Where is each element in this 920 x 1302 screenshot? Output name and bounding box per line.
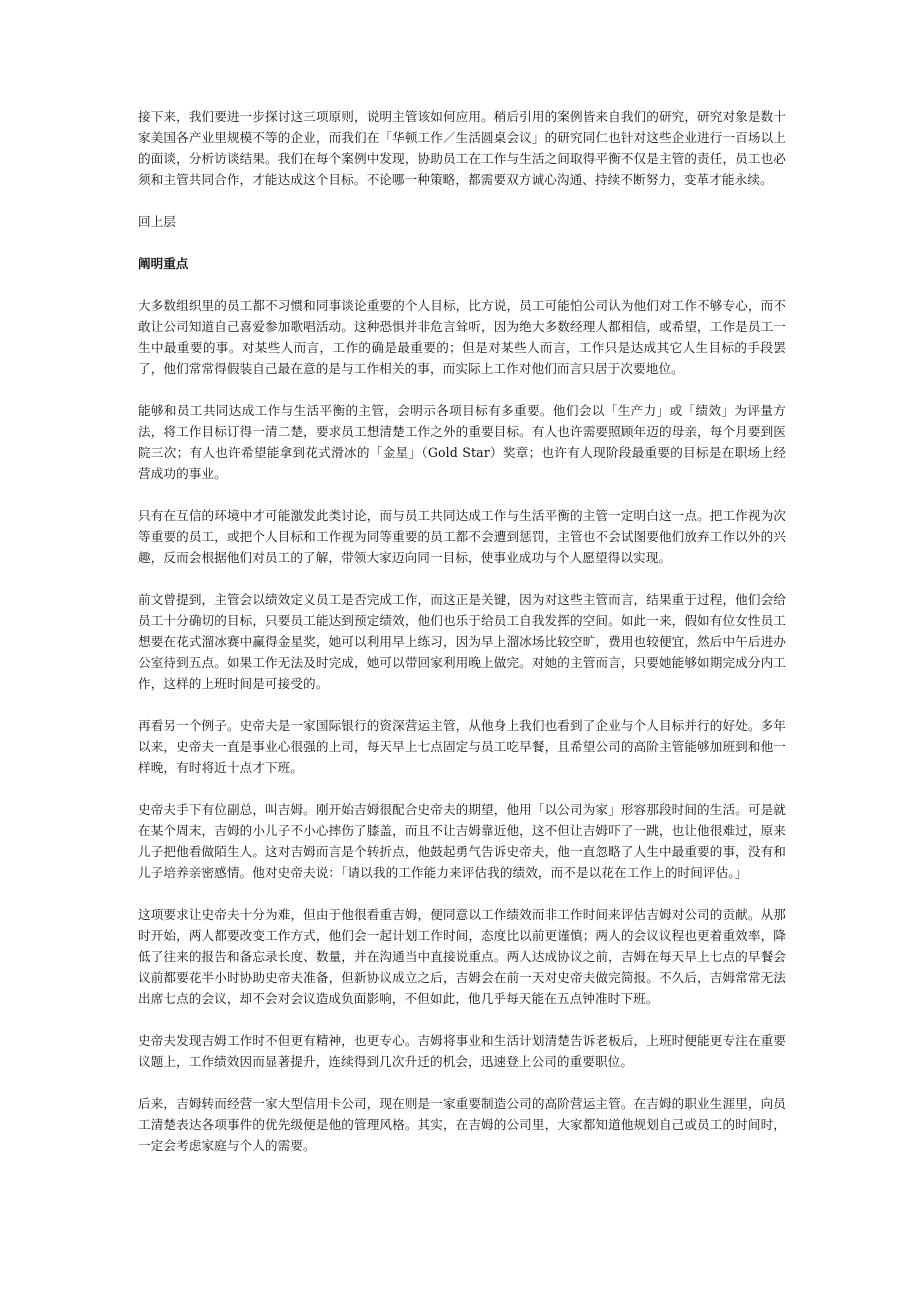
paragraph-7: 这项要求让史帝夫十分为难，但由于他很看重吉姆，便同意以工作绩效而非工作时间来评估吉姆对公司的贡献。从那时开始，两人都要改变工作方式，他们会一起计划工作时间，态度比以前更谨慎；两人的会议议程也更着重效率，降低了往来的报告和备忘录长度、数量，并在沟通当中直接说重点。两人达成协议之前，吉姆在每天早上七点的早餐会议前都要花半小时协助史帝夫准备，但新协议成立之后，吉姆会在前一天对史帝夫做完简报。不久后，吉姆常常无法出席七点的会议，却不会对会议造成负面影响，不但如此，他几乎每天能在五点钟准时下班。 (138, 907, 786, 1006)
paragraph-6: 史帝夫手下有位副总，叫吉姆。刚开始吉姆很配合史帝夫的期望，他用「以公司为家」形容那段时间的生活。可是就在某个周末，吉姆的小儿子不小心摔伤了膝盖，而且不让吉姆靠近他，这不但让吉姆吓了一跳，也让他很难过，原来儿子把他看做陌生人。这对吉姆而言是个转折点，他鼓起勇气告诉史帝夫，他一直忽略了人生中最重要的事，没有和儿子培养亲密感情。他对史帝夫说：「请以我的工作能力来评估我的绩效，而不是以花在工作上的时间评估。」 (138, 802, 786, 880)
paragraph-5: 再看另一个例子。史帝夫是一家国际银行的资深营运主管，从他身上我们也看到了企业与个人目标并行的好处。多年以来，史帝夫一直是事业心很强的上司，每天早上七点固定与员工吃早餐，且希望公司的高阶主管能够加班到和他一样晚，有时将近十点才下班。 (138, 718, 786, 775)
document-body (138, 106, 786, 1177)
section-heading: 阐明重点 (138, 256, 189, 271)
paragraph-9: 后来，吉姆转而经营一家大型信用卡公司，现在则是一家重要制造公司的高阶营运主管。在吉姆的职业生涯里，向员工清楚表达各项事件的优先级便是他的管理风格。其实，在吉姆的公司里，大家都知道他规划自己或员工的时间时，一定会考虑家庭与个人的需要。 (138, 1096, 786, 1153)
paragraph-3: 只有在互信的环境中才可能激发此类讨论，而与员工共同达成工作与生活平衡的主管一定明白这一点。把工作视为次等重要的员工，或把个人目标和工作视为同等重要的员工都不会遭到惩罚，主管也不会试图要他们放弃工作以外的兴趣，反而会根据他们对员工的了解，带领大家迈向同一目标，使事业成功与个人愿望得以实现。 (138, 508, 786, 565)
paragraph-4: 前文曾提到，主管会以绩效定义员工是否完成工作，而这正是关键，因为对这些主管而言，结果重于过程，他们会给员工十分确切的目标，只要员工能达到预定绩效，他们也乐于给员工自我发挥的空间。如此一来，假如有位女性员工想要在花式溜冰赛中赢得金星奖，她可以利用早上练习，因为早上溜冰场比较空旷，费用也较便宜，然后中午后进办公室待到五点。如果工作无法及时完成，她可以带回家利用晚上做完。对她的主管而言，只要她能够如期完成分内工作，这样的上班时间是可接受的。 (138, 592, 786, 691)
paragraph-1: 大多数组织里的员工都不习惯和同事谈论重要的个人目标，比方说，员工可能怕公司认为他们对工作不够专心，而不敢让公司知道自己喜爱参加歌唱活动。这种恐惧并非危言耸听，因为绝大多数经理人都相信，或希望，工作是员工一生中最重要的事。对某些人而言，工作的确是最重要的；但是对某些人而言，工作只是达成其它人生目标的手段罢了，他们常常得假装自己最在意的是与工作相关的事，而实际上工作对他们而言只居于次要地位。 (138, 298, 786, 376)
paragraph-8: 史帝夫发现吉姆工作时不但更有精神，也更专心。吉姆将事业和生活计划清楚告诉老板后，上班时便能更专注在重要议题上，工作绩效因而显著提升，连续得到几次升迁的机会，迅速登上公司的重要职位。 (138, 1033, 786, 1069)
intro-paragraph: 接下来，我们要进一步探讨这三项原则，说明主管该如何应用。稍后引用的案例皆来自我们的研究，研究对象是数十家美国各产业里规模不等的企业，而我们在「华顿工作／生活圆桌会议」的研究同仁也针对这些企业进行一百场以上的面谈，分析访谈结果。我们在每个案例中发现，协助员工在工作与生活之间取得平衡不仅是主管的责任，员工也必须和主管共同合作，才能达成这个目标。不论哪一种策略，都需要双方诚心沟通、持续不断努力，变革才能永续。 (138, 109, 786, 187)
back-to-top-link[interactable]: 回上层 (138, 214, 176, 229)
paragraph-2: 能够和员工共同达成工作与生活平衡的主管，会明示各项目标有多重要。他们会以「生产力」或「绩效」为评量方法，将工作目标订得一清二楚，要求员工想清楚工作之外的重要目标。有人也许需要照顾年迈的母亲，每个月要到医院三次；有人也许希望能拿到花式滑冰的「金星」（Gold Star）奖章；也许有人现阶段最重要的目标是在职场上经营成功的事业。 (138, 403, 786, 481)
